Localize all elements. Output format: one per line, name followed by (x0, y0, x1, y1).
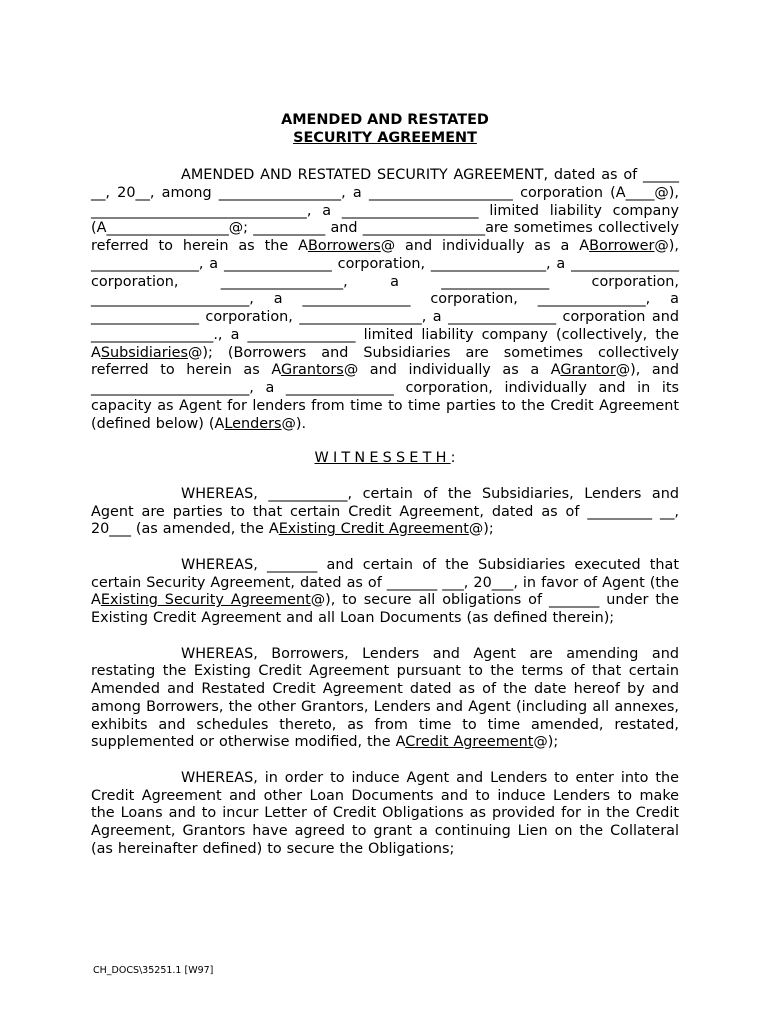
preamble-text-7: @). (281, 415, 307, 432)
witnesseth-heading (91, 450, 679, 468)
title-line-1: AMENDED AND RESTATED (281, 112, 489, 128)
preamble-text-5: @ and individually as a A (343, 362, 561, 379)
title-line-2: SECURITY AGREEMENT (293, 130, 477, 146)
recital-4-text: WHEREAS, in order to induce Agent and Lenders to enter into the Credit Agreement and other Loan Documents and to induce Lenders to make the Loans and to incur Letter of Credit Obligations as provided for in the Credit Agreement, Grantors have agreed to grant a continuing Lien on the Collateral (as hereinafter defined) to secure the Obligations; (91, 769, 679, 857)
witnesseth-letters: WITNESSETH (314, 450, 451, 467)
recital-1-text-a: WHEREAS, ___________, certain of the Subsidiaries, Lenders and Agent are parties to that certain Credit Agreement, dated as of _________ __, 20___ (as amended, the A (91, 485, 679, 538)
defined-term-borrowers: Borrowers (307, 238, 381, 254)
defined-term-credit-agreement: Credit Agreement (405, 734, 534, 751)
recital-3-text-b: @); (533, 734, 559, 751)
document-body (91, 111, 679, 859)
footer-doc-id: CH_DOCS\35251.1 [W97] (93, 965, 214, 976)
defined-term-grantor: Grantor (560, 362, 616, 379)
recital-paragraph-1 (91, 486, 679, 539)
recital-paragraph-4 (91, 770, 679, 859)
recital-2-text-b: @), to secure all obligations of _______ under the Existing Credit Agreement and all Loan Documents (as defined therein); (91, 592, 679, 626)
defined-term-subsidiaries: Subsidiaries (100, 344, 188, 361)
document-title (91, 111, 679, 147)
witnesseth-colon: : (450, 450, 456, 467)
defined-term-grantors: Grantors (280, 362, 344, 379)
preamble-paragraph (91, 167, 679, 433)
defined-term-existing-security-agreement: Existing Security Agreement (100, 592, 311, 609)
defined-term-borrower: Borrower (589, 238, 655, 254)
preamble-text-6: @), and ______________________, a _______________ corporation, individually and in its capacity as Agent for lenders from time to time parties to the Credit Agreement (defined below) (A (91, 362, 679, 432)
defined-term-lenders: Lenders (224, 415, 282, 432)
preamble-text-2: @ and individually as a A (380, 238, 590, 254)
defined-term-existing-credit-agreement: Existing Credit Agreement (278, 521, 469, 538)
recital-paragraph-2 (91, 557, 679, 628)
preamble-text-1: AMENDED AND RESTATED SECURITY AGREEMENT, dated as of _____ __, 20__, among _________________, a ____________________ corporation (A____@), ______________________________, a ___________________ limited liability company (A_________________@; __________ and _________________are sometimes collectively referred to herein as the A (91, 167, 679, 254)
preamble-text-4: @); (Borrowers and Subsidiaries are sometimes collectively referred to herein as A (91, 344, 679, 379)
recital-1-text-b: @); (468, 521, 494, 538)
recital-paragraph-3 (91, 646, 679, 753)
recital-2-text-a: WHEREAS, _______ and certain of the Subsidiaries executed that certain Security Agreement, dated as of _______ ___, 20___, in favor of Agent (the A (91, 556, 679, 609)
preamble-text-3: @), _______________, a _______________ corporation, ________________, a _______________ corporation, _________________, a _______________ corporation, ______________________, a _______________ corporation, _______________, a _______________ corporation, _________________, a _______________ corporation and _________________., a _______________ limited liability company (collectively, the A (91, 238, 679, 361)
recital-3-text-a: WHEREAS, Borrowers, Lenders and Agent are amending and restating the Existing Credit Agreement pursuant to the terms of that certain Amended and Restated Credit Agreement dated as of the date hereof by and among Borrowers, the other Grantors, Lenders and Agent (including all annexes, exhibits and schedules thereto, as from time to time amended, restated, supplemented or otherwise modified, the A (91, 645, 679, 751)
